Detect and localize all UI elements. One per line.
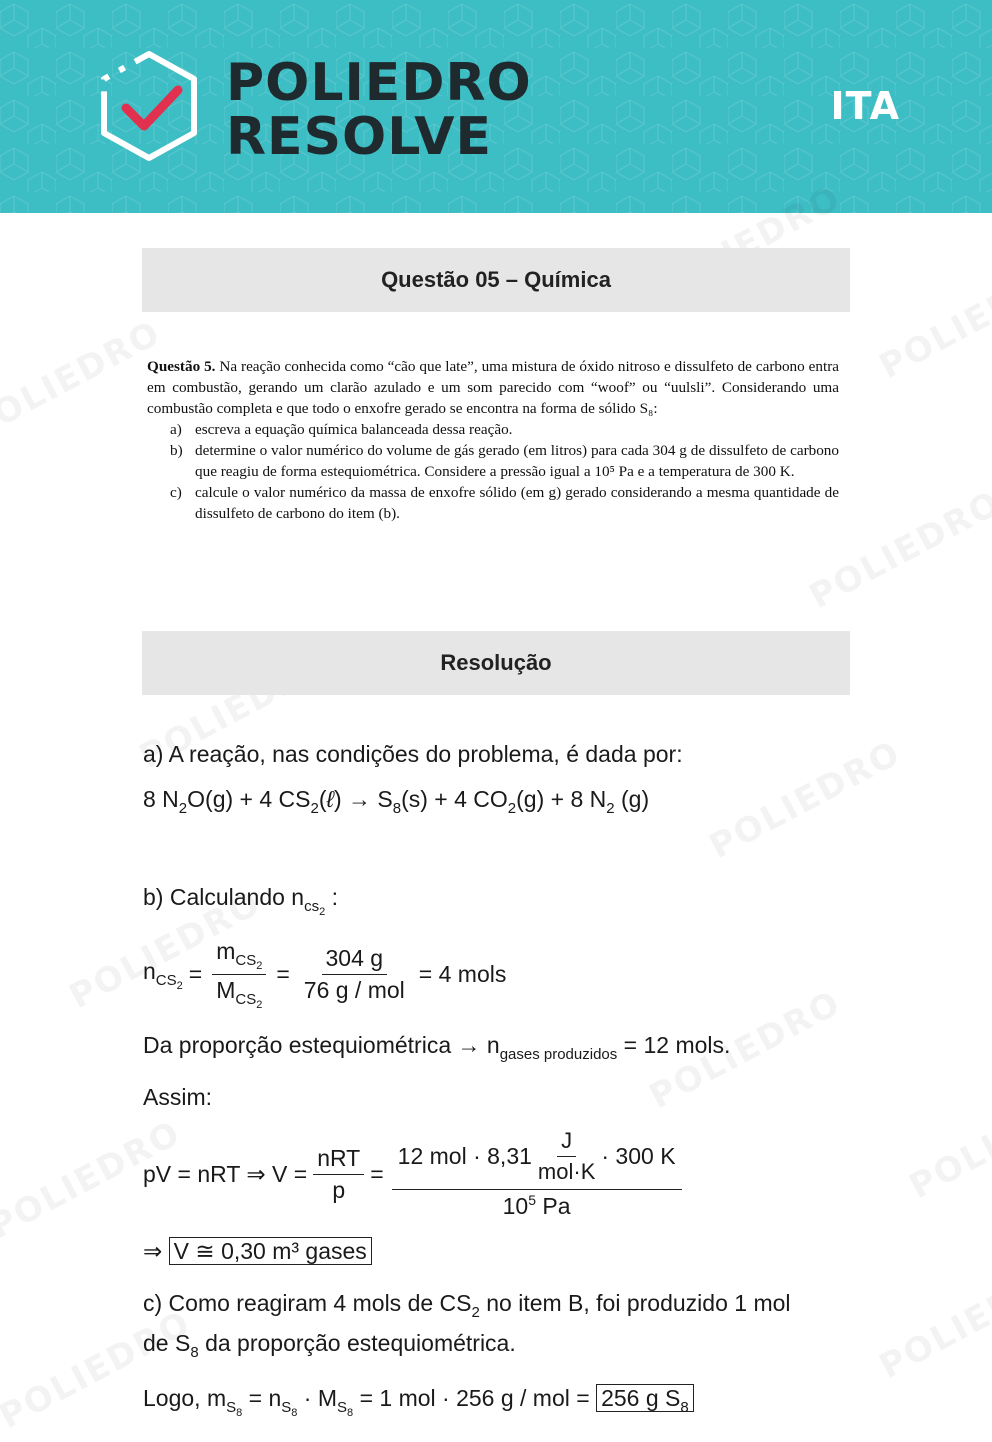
molar-mass-value: 76 g / mol — [303, 977, 405, 1003]
stoichiometric-proportion: Da proporção estequiométrica → $n_{gases produzidos} = 12$ mols. — [143, 1032, 731, 1063]
nrt-over-p-fraction: $\frac{\text{nRT}}{p}$ — [313, 1145, 364, 1204]
exam-label: ITA — [830, 84, 900, 128]
c-line1-pre: c) Como reagiram 4 mols de — [143, 1290, 434, 1316]
watermark — [703, 733, 908, 867]
volume-result: ⇒ V ≅ 0,30 m³ gases — [143, 1238, 372, 1265]
question-item-a — [147, 419, 839, 440]
item-letter: b) — [170, 442, 183, 459]
sulfur-mass-calculation: Logo, $m_{S_8} = n_{S_8} \cdot M_{S_8} = 1$ mol · 256 g / mol = 256 g $S_8$ — [143, 1385, 694, 1419]
question-label: Questão 5. — [147, 358, 216, 375]
question-item-b — [147, 440, 839, 482]
resolution-c-line2: de $S_8$ da proporção estequiométrica. — [143, 1330, 516, 1361]
item-text: calcule o valor numérico da massa de enxofre sólido (em g) gerado considerando a mesma quantidade de dissulfeto de carbono do item (b). — [195, 484, 839, 522]
mass-value: 304 g — [322, 945, 388, 975]
prop-subscript: gases produzidos — [499, 1046, 618, 1063]
unit-mol-k: mol·K — [537, 1159, 596, 1184]
moles-result: = 4 mols — [418, 961, 507, 987]
header-banner — [0, 0, 992, 213]
watermark — [0, 313, 168, 447]
watermark — [903, 1073, 992, 1207]
volume-num-left: 12 mol · 8,31 — [397, 1143, 532, 1169]
prop-result: = 12 mols — [623, 1032, 725, 1058]
logo-label: Logo, — [143, 1385, 201, 1411]
mass-over-molar-fraction: $\frac{m_{CS_2}}{M_{CS_2}}$ — [212, 938, 266, 1011]
resolution-b-intro: b) Calculando $n_{cs_2}$ : — [143, 884, 339, 918]
c-line2-post: da proporção estequiométrica. — [205, 1330, 516, 1356]
brand-line-2: RESOLVE — [226, 107, 492, 167]
sulfur-mass-value: 256 g S — [601, 1385, 681, 1411]
ideal-gas-calculation: pV = nRT ⇒ V = $\frac{\text{nRT}}{p}$ = 12 mol · 8,31 $\frac{J}{\text{mol·K}}$ · 300 K $10^5$ Pa — [143, 1128, 686, 1220]
brand-name — [226, 53, 532, 167]
numeric-fraction — [300, 945, 409, 1004]
volume-num-right: · 300 K — [601, 1143, 676, 1169]
c-line2-pre: de — [143, 1330, 169, 1356]
item-text: escreva a equação química balanceada dessa reação. — [195, 421, 513, 438]
watermark — [873, 1253, 992, 1387]
reaction-equation: 8 $N_2O(g) + 4$ $CS_2(\ell) \to S_8(s) + 4$ $CO_2(g) + 8$ $N_2$ (g) — [143, 786, 650, 817]
question-intro — [147, 356, 839, 419]
question-statement — [147, 356, 839, 524]
moles-calculation: $n_{CS_2}$ = $\frac{m_{CS_2}}{M_{CS_2}}$ = $\frac{304 g}{\text{76 g / mol}}$ = 4 mols — [143, 938, 507, 1011]
item-letter: c) — [170, 484, 182, 501]
watermark — [873, 253, 992, 387]
volume-numeric-fraction: 12 mol · 8,31 $\frac{J}{\text{mol·K}}$ · 300 K $10^5$ Pa — [392, 1128, 682, 1220]
resolution-title-bar — [142, 631, 850, 695]
sulfur-mass-mid: = 1 mol · 256 g / mol = — [359, 1385, 590, 1411]
item-letter: a) — [170, 421, 182, 438]
unit-joule: J — [557, 1128, 576, 1157]
prop-text: Da proporção estequiométrica — [143, 1032, 452, 1058]
item-text: determine o valor numérico do volume de gás gerado (em litros) para cada 304 g de dissulfeto de carbono que reagiu de forma estequiométrica. Considere a pressão igual a 10⁵ Pa e a temperatura de 300 K. — [195, 442, 839, 480]
brand-line-1: POLIEDRO — [226, 53, 532, 113]
assim-label: Assim: — [143, 1084, 212, 1110]
pressure-unit: Pa — [542, 1193, 571, 1219]
resolution-c-line1: c) Como reagiram 4 mols de $CS_2$ no item B, foi produzido 1 mol — [143, 1290, 791, 1321]
question-intro-text: Na reação conhecida como “cão que late”, uma mistura de óxido nitroso e dissulfeto de carbono entra em combustão, gerando um clarão azulado e um som parecido com “woof” ou “uulsli”. Considerando uma combustão completa e que todo o enxofre gerado se encontra na forma de sólido S₈: — [147, 358, 840, 417]
c-line1-post: no item B, foi produzido 1 mol — [486, 1290, 791, 1316]
resolution-title: Resolução — [440, 650, 552, 675]
pressure-base: 10 — [502, 1193, 529, 1219]
question-title: Questão 05 – Química — [381, 267, 611, 292]
resolution-a-intro: a) A reação, nas condições do problema, é dada por: — [143, 741, 683, 767]
check-hexagon-icon — [94, 48, 204, 164]
question-title-bar — [142, 248, 850, 312]
question-item-c — [147, 482, 839, 524]
sulfur-mass-result: 256 g $S_8$ — [596, 1384, 694, 1412]
b-intro-text: b) Calculando n — [143, 884, 305, 910]
volume-result-box: V ≅ 0,30 m³ gases — [169, 1237, 372, 1265]
